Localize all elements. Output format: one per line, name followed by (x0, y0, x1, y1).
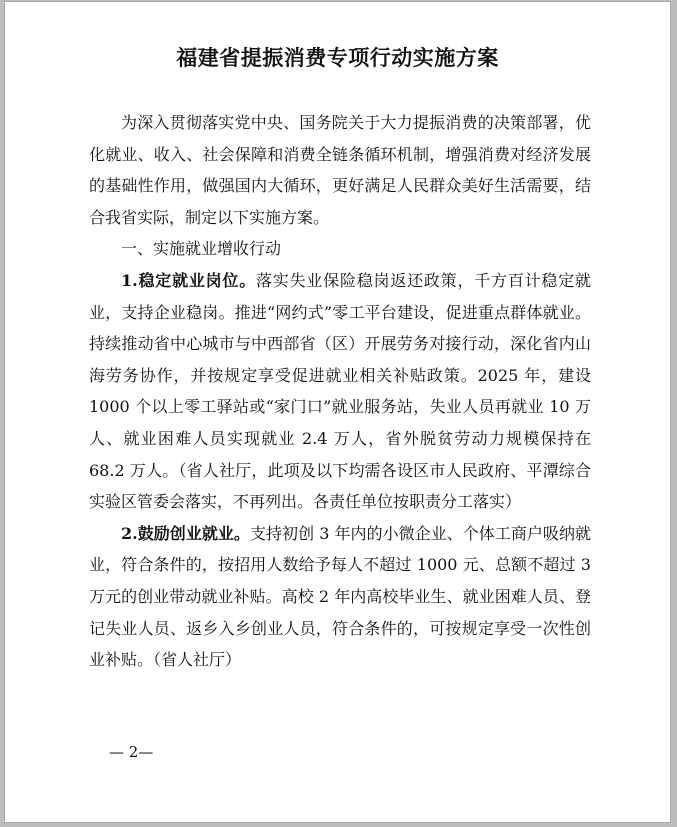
paragraph-item-1 (89, 265, 591, 518)
item-2-text: 支持初创 3 年内的小微企业、个体工商户吸纳就业，符合条件的，按招用人数给予每人不超过 1000 元、总额不超过 3 万元的创业带动就业补贴。高校 2 年内高校毕业生、就业困难人员、登记失业人员、返乡入乡创业人员，符合条件的，可按规定享受一次性创业补贴。（省人社厅） (89, 523, 591, 670)
item-1-text: 落实失业保险稳岗返还政策，千方百计稳定就业，支持企业稳岗。推进“网约式”零工平台建设，促进重点群体就业。持续推动省中心城市与中西部省（区）开展劳务对接行动，深化省内山海劳务协作，并按规定享受促进就业相关补贴政策。2025 年，建设 1000 个以上零工驿站或“家门口”就业服务站，失业人员再就业 10 万人、就业困难人员实现就业 2.4 万人，省外脱贫劳动力规模保持在 68.2 万人。（省人社厅，此项及以下均需各设区市人民政府、平潭综合实验区管委会落实，不再列出。各责任单位按职责分工落实） (89, 270, 591, 512)
item-1-head: 1.稳定就业岗位。 (121, 270, 257, 290)
document-title: 福建省提振消费专项行动实施方案 (176, 45, 499, 70)
page-number: — 2— (109, 743, 154, 761)
item-2-head: 2.鼓励创业就业。 (121, 523, 250, 543)
document-body (89, 107, 591, 676)
section-heading: 一、实施就业增收行动 (121, 239, 282, 259)
paragraph-item-2 (89, 518, 591, 676)
intro-paragraph: 为深入贯彻落实党中央、国务院关于大力提振消费的决策部署，优化就业、收入、社会保障和消费全链条循环机制，增强消费对经济发展的基础性作用，做强国内大循环，更好满足人民群众美好生活需要，结合我省实际，制定以下实施方案。 (89, 113, 591, 227)
document-page (5, 2, 670, 822)
